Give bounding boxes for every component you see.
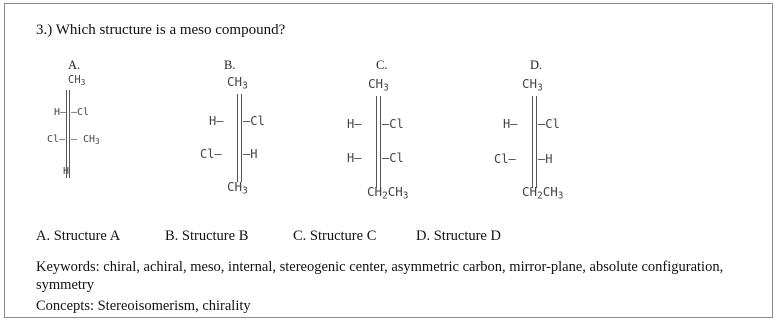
structure-d-top-group: $CH_3$ <box>522 76 543 94</box>
concepts-text: Concepts: Stereoisomerism, chirality <box>36 298 251 314</box>
structure-c-bottom-group: $CH_2CH_3$ <box>367 184 409 202</box>
answer-option-d[interactable]: D. Structure D <box>416 228 501 244</box>
structure-c-row2-right: –Cl <box>382 151 404 165</box>
structure-b-letter: B. <box>224 58 236 72</box>
structure-a-bottom-group: H <box>63 166 70 177</box>
structure-d-bottom-group: $CH_2CH_3$ <box>522 184 564 202</box>
structure-c-top-group: $CH_3$ <box>368 76 389 94</box>
structure-b-row1-right: –Cl <box>243 114 265 128</box>
structure-d-backbone-2 <box>536 96 537 188</box>
structure-c-row1-left: H– <box>347 117 362 131</box>
structure-a-backbone <box>66 90 67 178</box>
structure-c <box>336 56 486 206</box>
structure-b <box>196 56 346 206</box>
structure-a-letter: A. <box>68 58 81 72</box>
structure-c-row2-left: H– <box>347 151 362 165</box>
question-text: 3.) Which structure is a meso compound? <box>36 22 286 38</box>
structure-d-row2-left: Cl– <box>494 152 516 166</box>
structure-b-row2-right: –H <box>243 147 258 161</box>
structure-d-row1-left: H– <box>503 117 518 131</box>
structure-b-backbone-2 <box>241 94 242 182</box>
structure-b-backbone <box>237 94 238 182</box>
structure-b-bottom-group: $CH_3$ <box>227 179 248 197</box>
structure-a-row1-left: H– <box>54 107 67 118</box>
structure-a <box>40 56 190 206</box>
structure-c-letter: C. <box>376 58 388 72</box>
structure-b-row1-left: H– <box>209 114 224 128</box>
structure-c-row1-right: –Cl <box>382 117 404 131</box>
structure-d-row1-right: –Cl <box>538 117 560 131</box>
structure-c-backbone-2 <box>380 96 381 188</box>
structure-c-backbone <box>376 96 377 188</box>
structure-a-row2-right: – $CH_3$ <box>71 134 100 146</box>
answer-option-b[interactable]: B. Structure B <box>165 228 249 244</box>
structure-b-top-group: $CH_3$ <box>227 74 248 92</box>
answer-option-a[interactable]: A. Structure A <box>36 228 121 244</box>
structure-d-letter: D. <box>530 58 543 72</box>
structure-d <box>494 56 644 206</box>
structure-d-backbone <box>532 96 533 188</box>
keywords-text: Keywords: chiral, achiral, meso, internal, stereogenic center, asymmetric carbon, mirror-plane, absolute configuration, symmetry <box>36 259 724 293</box>
structure-a-row2-left: Cl– <box>47 134 66 145</box>
structure-a-backbone-2 <box>69 90 70 178</box>
structure-a-top-group: $CH_3$ <box>68 74 86 87</box>
structure-d-row2-right: –H <box>538 152 553 166</box>
answer-option-c[interactable]: C. Structure C <box>293 228 377 244</box>
structure-b-row2-left: Cl– <box>200 147 222 161</box>
structure-a-row1-right: –Cl <box>71 107 90 118</box>
